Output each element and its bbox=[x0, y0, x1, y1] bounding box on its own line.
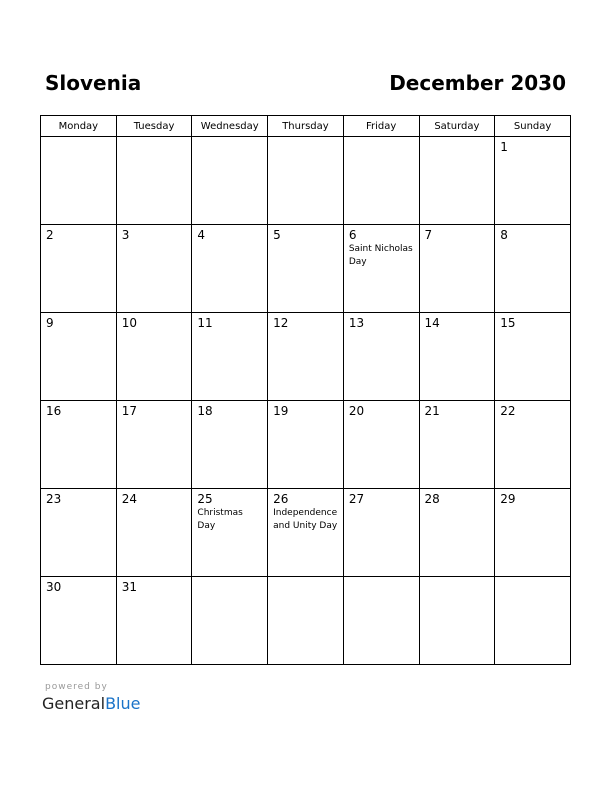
day-number: 24 bbox=[121, 492, 137, 506]
day-cell bbox=[268, 313, 344, 401]
day-number: 20 bbox=[348, 404, 365, 418]
day-number: 18 bbox=[197, 404, 213, 418]
day-number: 4 bbox=[197, 228, 206, 242]
day-number: 30 bbox=[46, 580, 62, 594]
day-number: 13 bbox=[348, 316, 365, 330]
day-cell bbox=[116, 577, 192, 665]
day-cell bbox=[419, 137, 495, 225]
day-number: 22 bbox=[500, 404, 516, 418]
weekday-saturday: Saturday bbox=[419, 116, 495, 137]
day-number: 3 bbox=[121, 228, 130, 242]
day-cell bbox=[495, 577, 571, 665]
day-number: 29 bbox=[500, 492, 516, 506]
day-number: 10 bbox=[121, 316, 137, 330]
day-cell bbox=[419, 225, 495, 313]
day-cell bbox=[192, 225, 268, 313]
day-cell bbox=[41, 137, 117, 225]
day-cell bbox=[268, 137, 344, 225]
day-number: 25 bbox=[197, 492, 213, 506]
day-cell bbox=[41, 401, 117, 489]
calendar-grid bbox=[40, 115, 571, 665]
day-cell bbox=[192, 489, 268, 577]
day-cell bbox=[116, 313, 192, 401]
brand-general-text: General bbox=[42, 694, 106, 713]
day-cell bbox=[343, 313, 419, 401]
day-number: 21 bbox=[424, 404, 440, 418]
day-cell bbox=[116, 137, 192, 225]
day-cell bbox=[41, 577, 117, 665]
week-row bbox=[41, 225, 571, 313]
day-cell bbox=[495, 313, 571, 401]
day-number: 14 bbox=[424, 316, 440, 330]
day-cell bbox=[192, 313, 268, 401]
day-cell bbox=[192, 577, 268, 665]
day-number: 5 bbox=[273, 228, 281, 242]
day-cell bbox=[41, 313, 117, 401]
day-number: 12 bbox=[273, 316, 289, 330]
weekday-wednesday: Wednesday bbox=[192, 116, 268, 137]
month-year-title: December 2030 bbox=[389, 71, 566, 95]
day-cell bbox=[268, 401, 344, 489]
day-number: 17 bbox=[121, 404, 137, 418]
day-cell bbox=[495, 401, 571, 489]
day-number: 19 bbox=[273, 404, 289, 418]
day-cell bbox=[343, 137, 419, 225]
day-cell bbox=[116, 225, 192, 313]
weekday-thursday: Thursday bbox=[268, 116, 344, 137]
day-cell bbox=[268, 577, 344, 665]
day-number: 6 bbox=[348, 228, 357, 242]
day-cell bbox=[419, 313, 495, 401]
day-number: 9 bbox=[46, 316, 54, 330]
holiday-label: Independence and Unity Day bbox=[273, 508, 338, 531]
holiday-label: Saint Nicholas Day bbox=[348, 244, 413, 267]
day-cell bbox=[116, 489, 192, 577]
day-cell bbox=[343, 489, 419, 577]
day-cell bbox=[116, 401, 192, 489]
day-number: 28 bbox=[424, 492, 440, 506]
week-row bbox=[41, 137, 571, 225]
day-cell bbox=[268, 489, 344, 577]
day-cell bbox=[343, 225, 419, 313]
generalblue-logo[interactable] bbox=[42, 694, 140, 713]
week-row bbox=[41, 313, 571, 401]
day-cell bbox=[419, 401, 495, 489]
day-cell bbox=[343, 401, 419, 489]
day-cell bbox=[419, 577, 495, 665]
week-row bbox=[41, 577, 571, 665]
day-number: 31 bbox=[121, 580, 137, 594]
powered-by-label: powered by bbox=[45, 682, 108, 692]
day-cell bbox=[419, 489, 495, 577]
day-cell bbox=[41, 225, 117, 313]
country-title: Slovenia bbox=[45, 71, 142, 95]
day-cell bbox=[268, 225, 344, 313]
week-row bbox=[41, 489, 571, 577]
day-number: 2 bbox=[46, 228, 54, 242]
weekday-sunday: Sunday bbox=[495, 116, 571, 137]
day-number: 15 bbox=[500, 316, 516, 330]
day-number: 26 bbox=[273, 492, 289, 506]
day-number: 11 bbox=[197, 316, 213, 330]
weekday-monday: Monday bbox=[41, 116, 117, 137]
weekday-header-row bbox=[41, 116, 571, 137]
day-number: 27 bbox=[348, 492, 365, 506]
day-cell bbox=[495, 137, 571, 225]
day-cell bbox=[192, 401, 268, 489]
weekday-tuesday: Tuesday bbox=[116, 116, 192, 137]
day-number: 8 bbox=[500, 228, 508, 242]
week-row bbox=[41, 401, 571, 489]
day-number: 7 bbox=[424, 228, 433, 242]
day-cell bbox=[192, 137, 268, 225]
day-cell bbox=[343, 577, 419, 665]
day-number: 23 bbox=[46, 492, 62, 506]
day-number: 1 bbox=[500, 140, 508, 154]
brand-blue-text: Blue bbox=[105, 694, 141, 713]
weekday-friday: Friday bbox=[343, 116, 419, 137]
day-cell bbox=[495, 489, 571, 577]
holiday-label: Christmas Day bbox=[197, 508, 243, 531]
day-cell bbox=[41, 489, 117, 577]
day-cell bbox=[495, 225, 571, 313]
day-number: 16 bbox=[46, 404, 62, 418]
